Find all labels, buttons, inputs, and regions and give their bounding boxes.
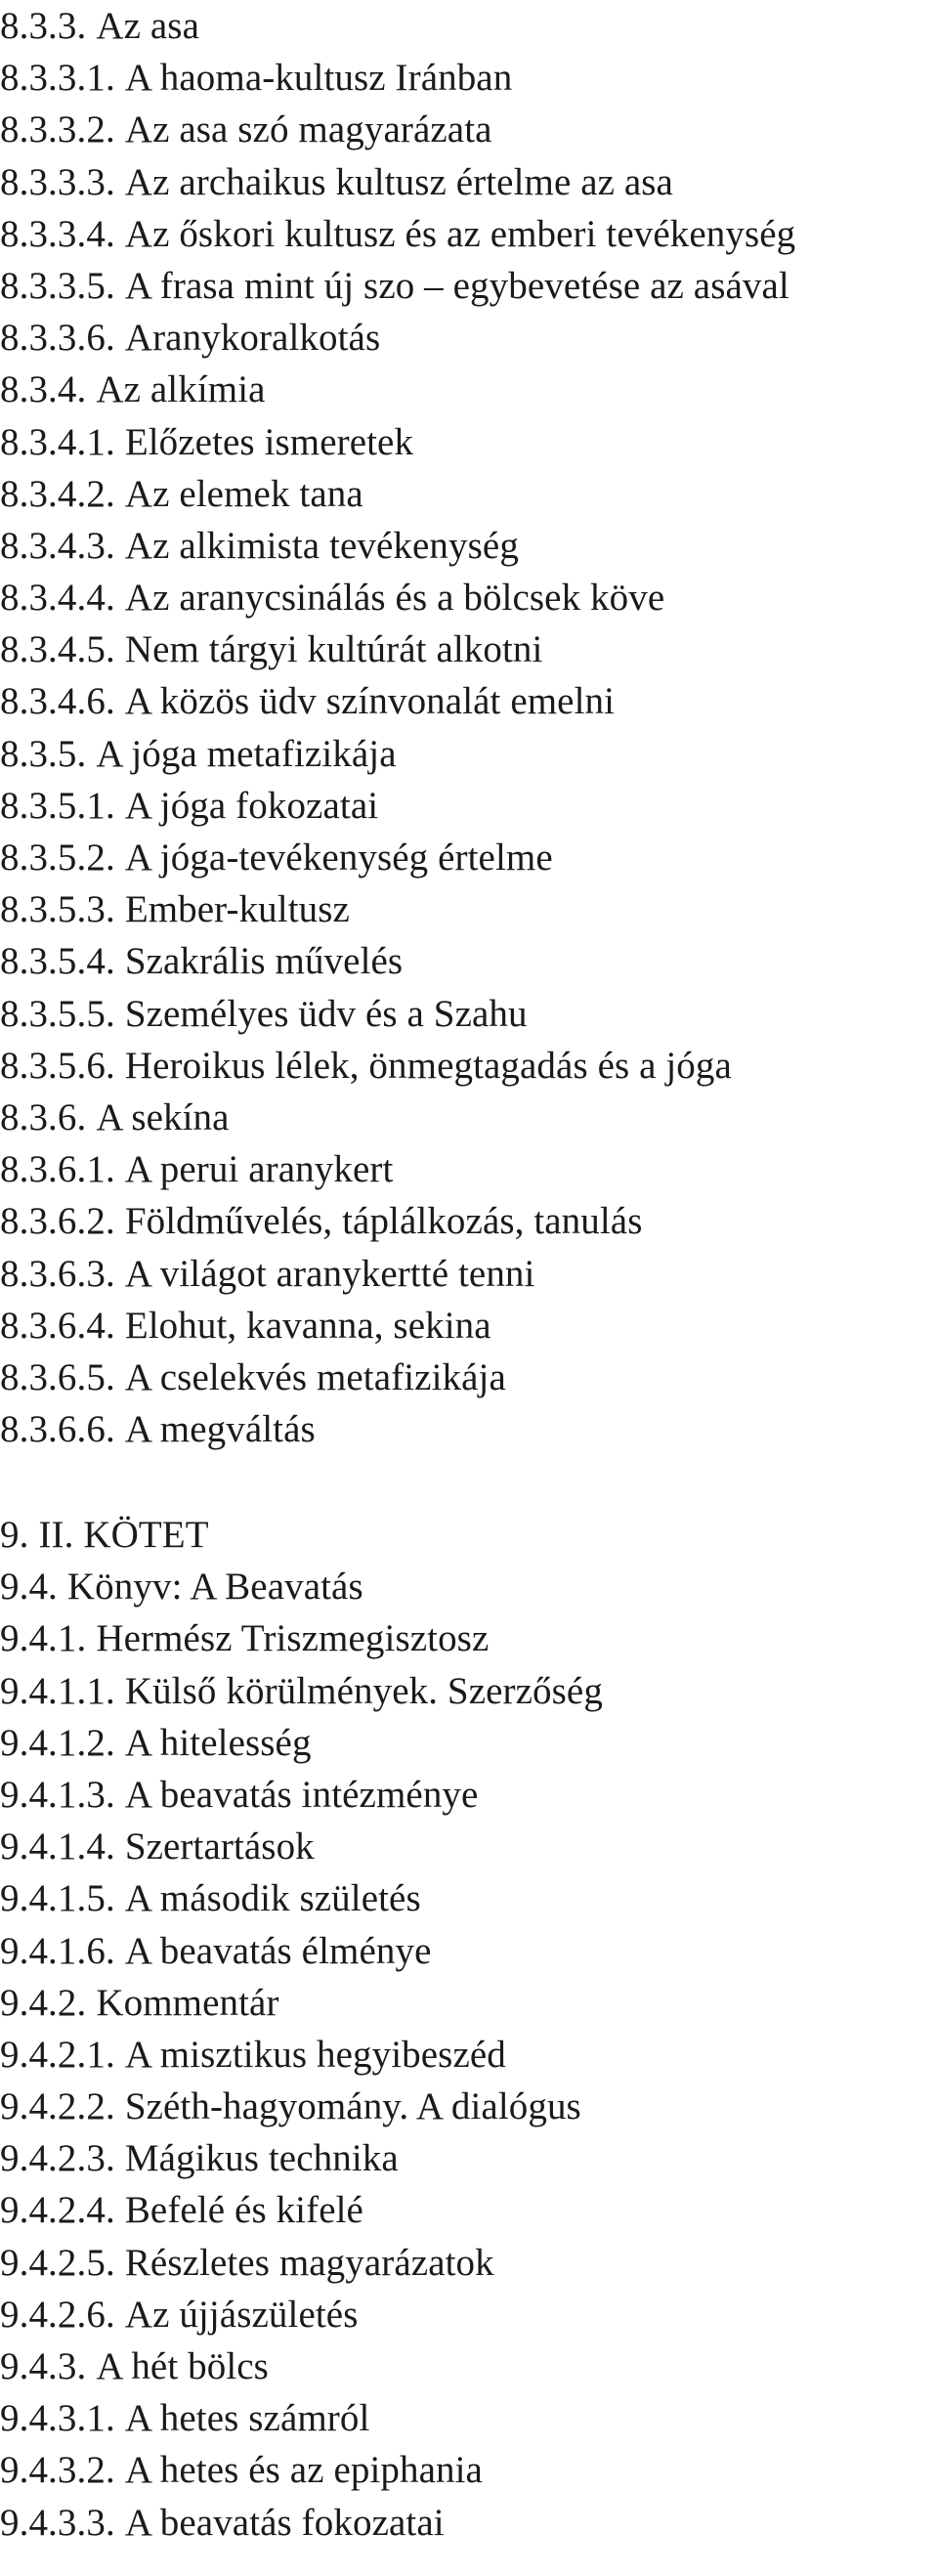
toc-entry-number: 9.4.3.1. — [0, 2397, 115, 2440]
toc-entry-title: Az aranycsinálás és a bölcsek köve — [124, 577, 665, 620]
toc-entry-title: A cselekvés metafizikája — [124, 1355, 506, 1398]
toc-entry — [0, 364, 795, 415]
toc-entry — [0, 1769, 603, 1821]
toc-entry — [0, 1403, 795, 1455]
toc-entry-title: A misztikus hegyibeszéd — [124, 2033, 506, 2076]
toc-entry — [0, 572, 795, 623]
toc-entry — [0, 2340, 603, 2392]
toc-entry-number: 9.4.1.3. — [0, 1773, 115, 1816]
toc-entry-title: A közös üdv színvonalát emelni — [124, 680, 616, 723]
toc-entry-number: 9.4.1.6. — [0, 1929, 115, 1972]
toc-entry — [0, 623, 795, 675]
toc-entry — [0, 2392, 603, 2444]
toc-entry-number: 9.4.2.3. — [0, 2137, 115, 2180]
toc-entry-title: Ember-kultusz — [124, 888, 350, 931]
toc-entry-title: Külső körülmények. Szerzőség — [124, 1669, 603, 1712]
toc-entry-title: Az archaikus kultusz értelme az asa — [124, 160, 673, 203]
toc-entry — [0, 1509, 603, 1561]
toc-entry — [0, 2497, 603, 2549]
toc-entry-title: A beavatás fokozatai — [124, 2501, 445, 2544]
toc-entry-number: 9.4.1. — [0, 1617, 87, 1660]
toc-entry — [0, 312, 795, 364]
toc-entry — [0, 1717, 603, 1769]
toc-entry — [0, 416, 795, 468]
toc-entry — [0, 1925, 603, 1977]
toc-entry-number: 8.3.3.4. — [0, 212, 115, 255]
toc-entry-title: Földművelés, táplálkozás, tanulás — [124, 1200, 643, 1243]
toc-entry — [0, 2081, 603, 2132]
toc-entry-title: Kommentár — [96, 1981, 279, 2024]
toc-entry — [0, 2132, 603, 2184]
toc-entry-title: A jóga-tevékenység értelme — [124, 837, 553, 879]
toc-entry — [0, 1977, 603, 2029]
toc-entry-number: 8.3.4.2. — [0, 472, 115, 515]
toc-entry-number: 8.3.3.2. — [0, 108, 115, 151]
toc-entry-title: Könyv: A Beavatás — [66, 1566, 363, 1609]
toc-entry — [0, 1665, 603, 1717]
toc-entry-number: 9.4.2.1. — [0, 2033, 115, 2076]
toc-entry — [0, 260, 795, 312]
toc-entry — [0, 520, 795, 572]
toc-entry-number: 8.3.4.4. — [0, 577, 115, 620]
toc-entry-title: A sekína — [96, 1095, 230, 1138]
toc-entry-title: Hermész Triszmegisztosz — [96, 1617, 490, 1660]
toc-entry-number: 8.3.3.3. — [0, 160, 115, 203]
toc-entry — [0, 1143, 795, 1195]
toc-entry — [0, 1872, 603, 1924]
toc-entry-title: Részletes magyarázatok — [124, 2241, 494, 2284]
toc-entry-title: A hét bölcs — [96, 2345, 269, 2387]
toc-entry-title: II. KÖTET — [38, 1514, 209, 1556]
toc-entry-title: Az alkimista tevékenység — [124, 524, 519, 567]
toc-entry-title: Személyes üdv és a Szahu — [124, 992, 528, 1035]
toc-entry-title: Nem tárgyi kultúrát alkotni — [124, 628, 543, 671]
toc-entry — [0, 988, 795, 1040]
toc-entry-title: Aranykoralkotás — [124, 317, 381, 360]
toc-entry-number: 9.4.1.2. — [0, 1721, 115, 1764]
toc-entry-title: Az elemek tana — [124, 472, 363, 515]
toc-entry — [0, 1561, 603, 1612]
toc-entry — [0, 1092, 795, 1143]
toc-entry-number: 8.3.6.4. — [0, 1304, 115, 1347]
toc-entry-number: 9.4.1.5. — [0, 1877, 115, 1920]
toc-entry-title: Befelé és kifelé — [124, 2189, 363, 2232]
toc-entry-number: 9.4. — [0, 1566, 58, 1609]
toc-entry — [0, 832, 795, 883]
toc-entry-number: 8.3.4.6. — [0, 680, 115, 723]
toc-entry — [0, 1300, 795, 1352]
toc-entry-number: 8.3.5.5. — [0, 992, 115, 1035]
toc-entry-number: 9.4.3.2. — [0, 2449, 115, 2492]
toc-entry-number: 8.3.4.1. — [0, 420, 115, 463]
toc-entry-title: A haoma-kultusz Iránban — [124, 57, 513, 100]
toc-entry-number: 8.3.4.3. — [0, 524, 115, 567]
toc-entry-title: A második születés — [124, 1877, 421, 1920]
toc-entry — [0, 156, 795, 208]
toc-entry-number: 8.3.4. — [0, 368, 87, 411]
toc-entry — [0, 2029, 603, 2081]
toc-entry-title: Elohut, kavanna, sekina — [124, 1304, 491, 1347]
toc-entry-number: 8.3.3.5. — [0, 264, 115, 307]
toc-entry-title: Szertartások — [124, 1825, 315, 1868]
toc-entry — [0, 1612, 603, 1664]
toc-entry-title: Az asa — [96, 5, 199, 47]
toc-entry — [0, 2444, 603, 2496]
toc-entry-number: 9.4.1.4. — [0, 1825, 115, 1868]
toc-entry-number: 9.4.2.2. — [0, 2085, 115, 2128]
toc-entry-title: Az alkímia — [96, 368, 266, 411]
toc-entry-title: A hitelesség — [124, 1721, 312, 1764]
toc-entry-number: 8.3.6.2. — [0, 1200, 115, 1243]
toc-entry-title: Szakrális művelés — [124, 940, 404, 983]
toc-entry-number: 8.3.5.4. — [0, 940, 115, 983]
toc-entry — [0, 1195, 795, 1247]
toc-block-volume-two — [0, 1509, 603, 2549]
toc-entry-number: 8.3.6. — [0, 1095, 87, 1138]
toc-entry-number: 9.4.1.1. — [0, 1669, 115, 1712]
toc-entry — [0, 780, 795, 832]
toc-entry-number: 9.4.2. — [0, 1981, 87, 2024]
toc-block-volume-one — [0, 0, 795, 1455]
toc-entry — [0, 208, 795, 260]
toc-entry-number: 8.3.3.6. — [0, 317, 115, 360]
toc-entry-title: Az újjászületés — [124, 2293, 359, 2336]
toc-entry-number: 9.4.2.5. — [0, 2241, 115, 2284]
toc-entry-number: 9.4.3.3. — [0, 2501, 115, 2544]
toc-entry — [0, 104, 795, 155]
toc-entry-title: A frasa mint új szo – egybevetése az asával — [124, 264, 789, 307]
toc-entry-title: A hetes számról — [124, 2397, 370, 2440]
toc-entry-number: 8.3.5. — [0, 732, 87, 775]
toc-entry-title: A megváltás — [124, 1408, 316, 1451]
toc-entry — [0, 935, 795, 987]
toc-entry-number: 8.3.5.2. — [0, 837, 115, 879]
toc-entry — [0, 2289, 603, 2340]
toc-entry-number: 8.3.5.3. — [0, 888, 115, 931]
toc-entry-number: 8.3.5.1. — [0, 784, 115, 827]
toc-entry-number: 8.3.4.5. — [0, 628, 115, 671]
toc-entry-number: 9.4.2.4. — [0, 2189, 115, 2232]
toc-entry-number: 8.3.6.5. — [0, 1355, 115, 1398]
toc-entry-title: A jóga fokozatai — [124, 784, 379, 827]
toc-entry-number: 8.3.6.3. — [0, 1252, 115, 1295]
toc-entry-number: 8.3.6.1. — [0, 1148, 115, 1191]
toc-entry — [0, 1352, 795, 1403]
toc-entry-title: A jóga metafizikája — [96, 732, 397, 775]
toc-entry — [0, 1821, 603, 1872]
toc-entry-number: 8.3.6.6. — [0, 1408, 115, 1451]
toc-entry-number: 9.4.2.6. — [0, 2293, 115, 2336]
toc-entry-title: A beavatás élménye — [124, 1929, 432, 1972]
toc-entry — [0, 2237, 603, 2289]
toc-entry-title: A perui aranykert — [124, 1148, 394, 1191]
toc-entry-title: A hetes és az epiphania — [124, 2449, 483, 2492]
toc-entry — [0, 728, 795, 780]
toc-entry-number: 8.3.3.1. — [0, 57, 115, 100]
toc-entry — [0, 1248, 795, 1300]
toc-entry-number: 9. — [0, 1514, 29, 1556]
toc-entry-title: Az asa szó magyarázata — [124, 108, 492, 151]
toc-entry-title: A beavatás intézménye — [124, 1773, 479, 1816]
toc-entry — [0, 2184, 603, 2236]
toc-entry-title: Mágikus technika — [124, 2137, 399, 2180]
toc-entry-title: Előzetes ismeretek — [124, 420, 414, 463]
toc-entry-title: Heroikus lélek, önmegtagadás és a jóga — [124, 1044, 732, 1087]
toc-entry-number: 9.4.3. — [0, 2345, 87, 2387]
toc-entry — [0, 52, 795, 104]
toc-entry-number: 8.3.3. — [0, 5, 87, 47]
toc-entry-title: Széth-hagyomány. A dialógus — [124, 2085, 581, 2128]
toc-entry — [0, 883, 795, 935]
toc-entry-title: Az őskori kultusz és az emberi tevékenység — [124, 212, 796, 255]
toc-entry — [0, 1040, 795, 1092]
toc-entry — [0, 675, 795, 727]
toc-entry-number: 8.3.5.6. — [0, 1044, 115, 1087]
toc-entry — [0, 468, 795, 520]
toc-entry-title: A világot aranykertté tenni — [124, 1252, 535, 1295]
toc-entry — [0, 0, 795, 52]
